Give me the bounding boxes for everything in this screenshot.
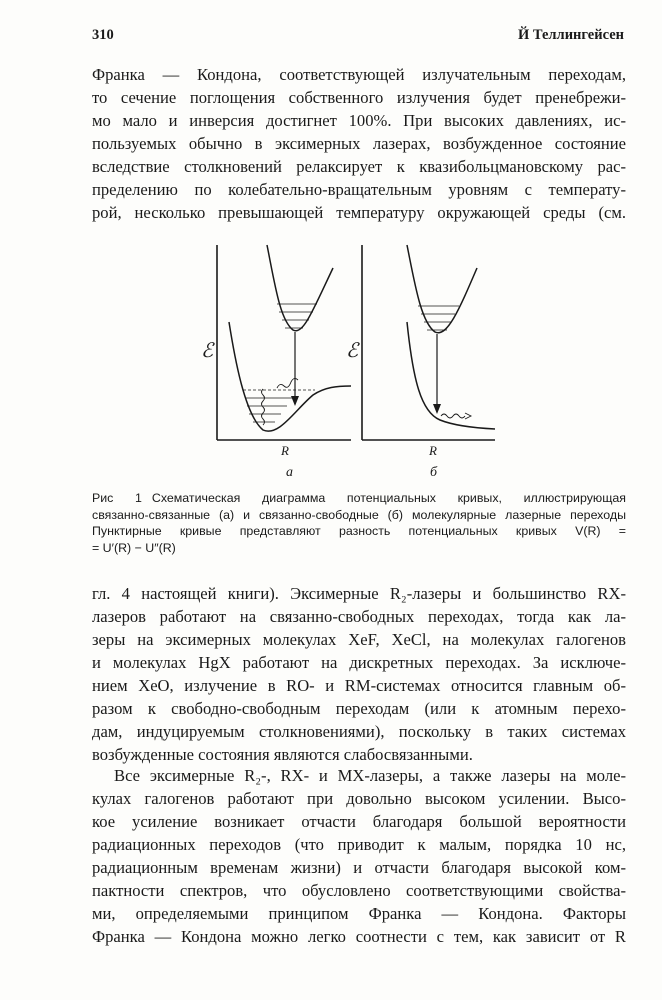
text-line: вследствие столкновений релаксирует к квазибольцмановскому рас- bbox=[92, 157, 626, 176]
panel-b-repulsive-curve bbox=[407, 322, 495, 429]
text-line: рой, несколько превышающей температуру окружающей среды (см. bbox=[92, 203, 626, 222]
text-line: Все эксимерные R₂-, RX- и MX-лазеры, а также лазеры на моле- bbox=[114, 766, 626, 785]
caption-label: Рис 1 bbox=[92, 491, 142, 505]
panel-a-arrowhead bbox=[291, 396, 299, 406]
text-line: дам, индуцируемым столкновениями), поскольку в таких системах bbox=[92, 722, 626, 741]
text-line: и молекулах HgX работают на дискретных переходах. За исключе- bbox=[92, 653, 626, 672]
caption-line bbox=[92, 490, 626, 507]
text-line: мо мало и инверсия достигнет 100%. При высоких давлениях, ис- bbox=[92, 111, 626, 130]
panel-b-dissociation-wave bbox=[441, 414, 465, 418]
text-line: кулах галогенов работают при довольно высоком усилении. Высо- bbox=[92, 789, 626, 808]
panel-b-wave-arrowhead bbox=[465, 413, 471, 419]
page-number: 310 bbox=[92, 27, 114, 43]
caption-text: Схематическая диаграмма потенциальных кривых, иллюстрирующая bbox=[151, 491, 626, 505]
figure-caption bbox=[92, 490, 626, 556]
caption-line: Пунктирные кривые представляют разность потенциальных кривых V(R) = bbox=[92, 524, 626, 538]
panel-a-relaxation-wave bbox=[262, 389, 265, 425]
text-line: радиационных переходов (что приводит к малым, порядка 10 нс, bbox=[92, 835, 626, 854]
panel-a-letter: а bbox=[286, 465, 293, 480]
text-line: пределению по колебательно-вращательным уровням с температу- bbox=[92, 180, 626, 199]
paragraph-bottom bbox=[92, 764, 626, 948]
text-line: радиационным временам жизни) и отчасти благодаря высокой ком- bbox=[92, 858, 626, 877]
text-line: ми, определяемыми принципом Франка — Кондона. Факторы bbox=[92, 904, 626, 923]
paragraph-mid bbox=[92, 582, 626, 766]
text-line: то сечение поглощения собственного излучения будет пренебрежи- bbox=[92, 88, 626, 107]
panel-a bbox=[217, 245, 351, 440]
panel-a-upper-curve bbox=[267, 245, 333, 331]
text-line: пользуемых обычно в эксимерных лазерах, возбужденное состояние bbox=[92, 134, 626, 153]
text-line: возбужденные состояния являются слабосвязанными. bbox=[92, 745, 473, 764]
caption-line: связанно-связанные (а) и связанно-свободные (б) молекулярные лазерные переходы bbox=[92, 507, 626, 522]
text-line: Франка — Кондона можно легко соотнести с тем, как зависит от R bbox=[92, 927, 626, 946]
text-line: гл. 4 настоящей книги). Эксимерные R₂-лазеры и большинство RX- bbox=[92, 584, 626, 603]
panel-b-upper-curve bbox=[407, 245, 477, 333]
panel-b-letter: б bbox=[430, 465, 438, 480]
text-line: пактности спектров, что обусловлено соответствующими свойства- bbox=[92, 881, 626, 900]
panel-a-x-label: R bbox=[281, 443, 289, 458]
panel-b bbox=[362, 245, 495, 440]
potential-curves-figure bbox=[185, 240, 505, 485]
text-line: разом к свободно-свободным переходам (или к атомным перехо- bbox=[92, 699, 626, 718]
panel-a-lower-curve bbox=[229, 322, 351, 431]
text-line: лазеров работают на связанно-свободных переходах, тогда как ла- bbox=[92, 607, 626, 626]
panel-a-y-label: ℰ bbox=[201, 340, 214, 362]
panel-b-arrowhead bbox=[433, 404, 441, 414]
text-line: зеры на эксимерных молекулах XeF, XeCl, на молекулах галогенов bbox=[92, 630, 626, 649]
caption-line: = U′(R) − U″(R) bbox=[92, 540, 176, 555]
text-line: нием XeO, излучение в RO- и RM-системах относится главным об- bbox=[92, 676, 626, 695]
panel-b-y-label: ℰ bbox=[346, 340, 359, 362]
panel-b-x-label: R bbox=[429, 443, 437, 458]
running-title: Й Теллингейсен bbox=[517, 27, 624, 43]
panel-b-upper-levels bbox=[418, 306, 459, 330]
text-line: кое усиление возникает отчасти благодаря большой вероятности bbox=[92, 812, 626, 831]
paragraph-top bbox=[92, 63, 626, 224]
text-line: Франка — Кондона, соответствующей излучательным переходам, bbox=[92, 65, 626, 84]
